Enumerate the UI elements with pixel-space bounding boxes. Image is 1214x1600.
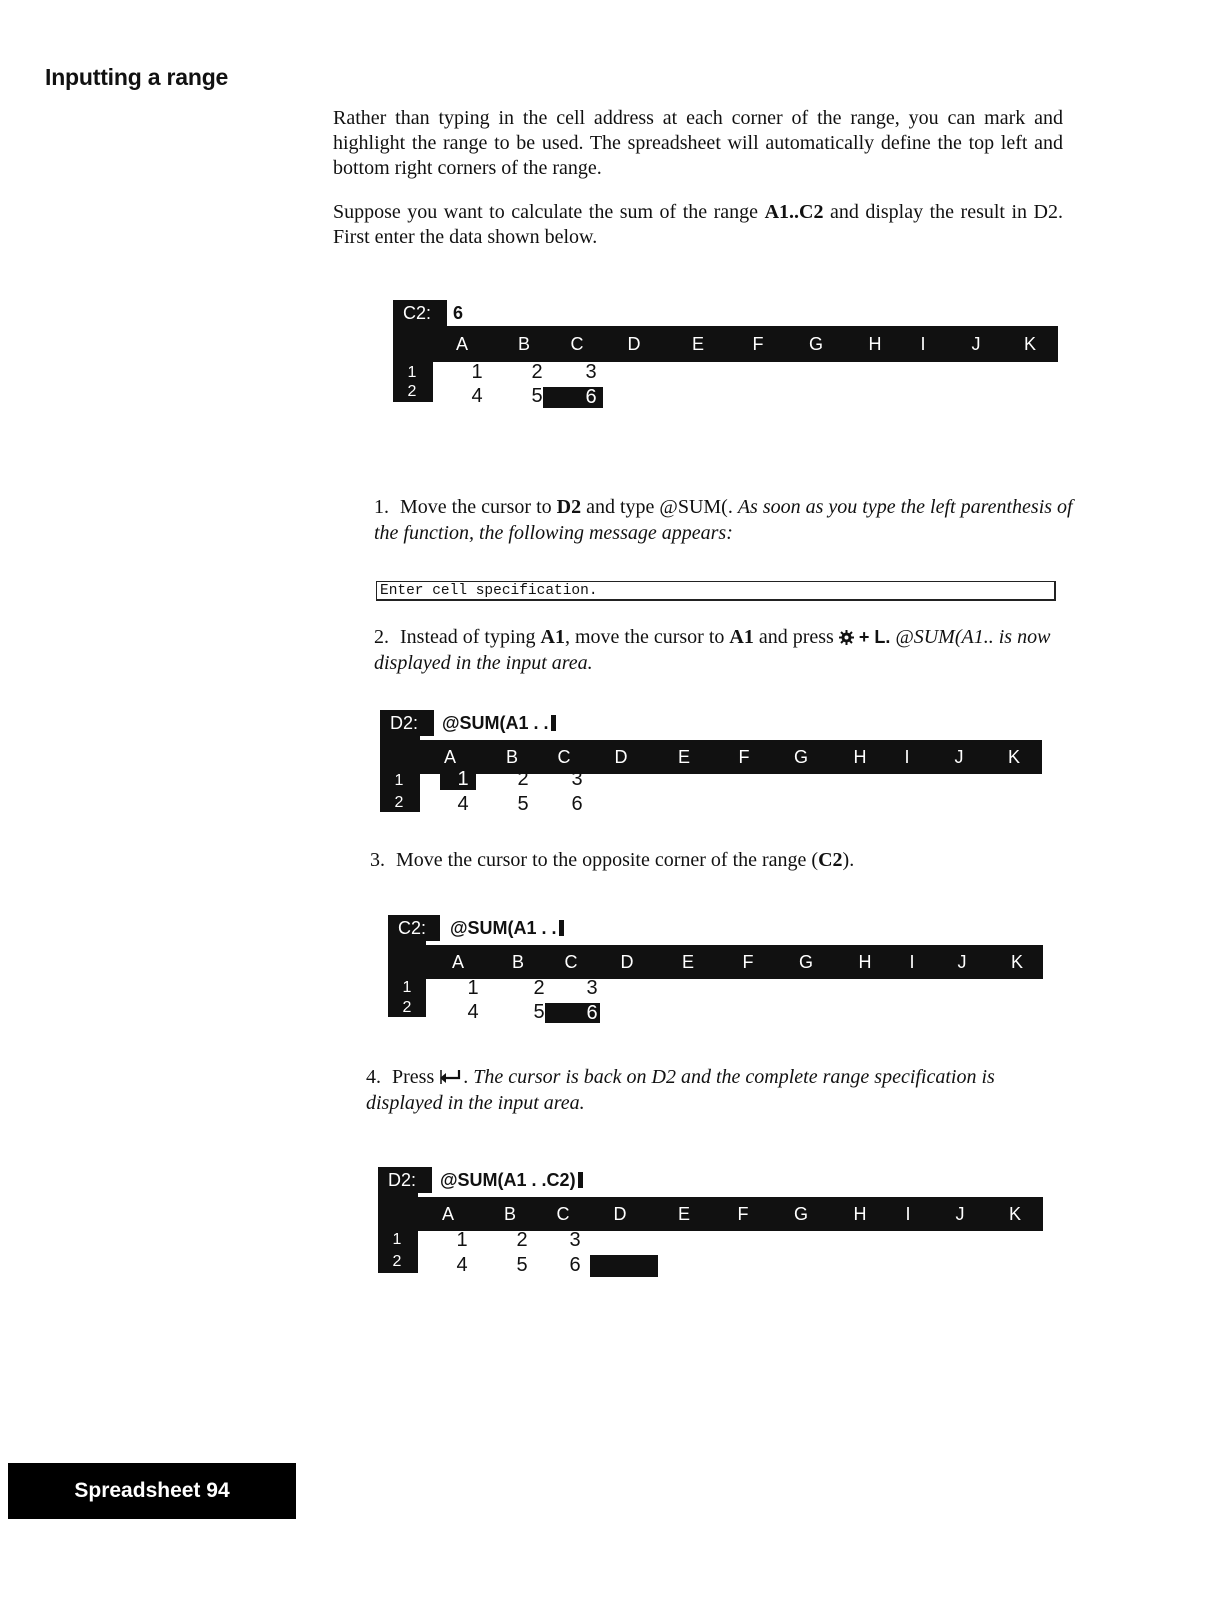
cell-a2: 4 bbox=[471, 385, 483, 407]
cell-a2: 4 bbox=[457, 793, 469, 815]
message-line: Enter cell specification. bbox=[376, 581, 1056, 601]
step-4: 4. Press . The cursor is back on D2 and the complete range specification is displayed in the input area. bbox=[366, 1066, 995, 1114]
column-header: H bbox=[853, 1204, 867, 1224]
input-area: @SUM(A1 . .C2) bbox=[440, 1167, 583, 1193]
column-header: A bbox=[443, 747, 456, 767]
cell-c2: 6 bbox=[569, 1254, 581, 1276]
column-header: G bbox=[793, 747, 808, 767]
spreadsheet-example-3 bbox=[388, 915, 1043, 1025]
column-header-bar bbox=[388, 945, 1043, 979]
row-header: 1 bbox=[402, 979, 412, 996]
cell-reference: C2: bbox=[393, 300, 447, 326]
cell-c1: 3 bbox=[585, 361, 597, 383]
column-header: K bbox=[1007, 747, 1020, 767]
row-header: 1 bbox=[407, 364, 417, 381]
column-header: H bbox=[868, 334, 882, 354]
column-header: A bbox=[451, 952, 464, 972]
column-header: J bbox=[971, 334, 981, 354]
column-header: A bbox=[455, 334, 468, 354]
cell-a1: 1 bbox=[457, 768, 469, 790]
cell-b1: 2 bbox=[533, 977, 545, 999]
column-header: K bbox=[1023, 334, 1036, 354]
row-header: 2 bbox=[407, 383, 417, 400]
column-header-bar bbox=[378, 1197, 1043, 1231]
cell-b2: 5 bbox=[533, 1001, 545, 1023]
cell-reference: C2: bbox=[388, 915, 440, 941]
cell-reference: D2: bbox=[380, 710, 434, 736]
column-header: H bbox=[858, 952, 872, 972]
cell-a1: 1 bbox=[467, 977, 479, 999]
cell-c2: 6 bbox=[585, 386, 597, 408]
column-header: G bbox=[793, 1204, 808, 1224]
cell-b1: 2 bbox=[531, 361, 543, 383]
column-header: E bbox=[677, 747, 690, 767]
column-header: C bbox=[570, 334, 584, 354]
column-header: G bbox=[808, 334, 823, 354]
column-header: A bbox=[441, 1204, 454, 1224]
row-header: 2 bbox=[392, 1253, 402, 1270]
column-header: I bbox=[904, 747, 910, 767]
column-header: I bbox=[905, 1204, 911, 1224]
cell-b2: 5 bbox=[531, 385, 543, 407]
row-header: 2 bbox=[394, 794, 404, 811]
cell-b1: 2 bbox=[516, 1229, 528, 1251]
cell-c2: 6 bbox=[571, 793, 583, 815]
row-header: 1 bbox=[392, 1231, 402, 1248]
cell-b2: 5 bbox=[516, 1254, 528, 1276]
cell-a1: 1 bbox=[471, 361, 483, 383]
column-header: F bbox=[738, 747, 750, 767]
column-header: E bbox=[677, 1204, 690, 1224]
cell-c1: 3 bbox=[586, 977, 598, 999]
intro-paragraph-1: Rather than typing in the cell address at each corner of the range, you can mark and highlight the range to be used. The spreadsheet will automatically define the top left and bottom right corners of the range. bbox=[333, 107, 1063, 179]
text-cursor bbox=[551, 715, 556, 731]
column-header: E bbox=[681, 952, 694, 972]
column-header: B bbox=[505, 747, 518, 767]
column-header: D bbox=[627, 334, 641, 354]
column-header: C bbox=[557, 747, 571, 767]
step-3: 3. Move the cursor to the opposite corner of the range (C2). bbox=[370, 849, 855, 871]
column-header: C bbox=[556, 1204, 570, 1224]
cell-a1: 1 bbox=[456, 1229, 468, 1251]
enter-key-icon bbox=[439, 1066, 463, 1082]
column-header: B bbox=[517, 334, 530, 354]
text-cursor bbox=[578, 1172, 583, 1188]
input-area: @SUM(A1 . . bbox=[450, 915, 564, 941]
cell-a2: 4 bbox=[467, 1001, 479, 1023]
column-header: F bbox=[752, 334, 764, 354]
cell-cursor-highlight bbox=[590, 1255, 658, 1277]
spreadsheet-example-4 bbox=[378, 1167, 1043, 1279]
column-header: J bbox=[955, 1204, 965, 1224]
intro-paragraph-2: Suppose you want to calculate the sum of the range A1..C2 and display the result in D2. First enter the data shown below. bbox=[333, 201, 1063, 248]
column-header: D bbox=[614, 747, 628, 767]
column-header: H bbox=[853, 747, 867, 767]
special-key-icon bbox=[839, 626, 854, 641]
section-heading: Inputting a range bbox=[45, 64, 229, 90]
page-footer: Spreadsheet 94 bbox=[8, 1463, 296, 1519]
row-header: 1 bbox=[394, 772, 404, 789]
column-header: K bbox=[1010, 952, 1023, 972]
column-header-bar bbox=[393, 326, 1058, 362]
row-header: 2 bbox=[402, 999, 412, 1016]
column-header: C bbox=[564, 952, 578, 972]
cell-b2: 5 bbox=[517, 793, 529, 815]
cell-reference: D2: bbox=[378, 1167, 432, 1193]
cell-a2: 4 bbox=[456, 1254, 468, 1276]
column-header: G bbox=[798, 952, 813, 972]
column-header: F bbox=[737, 1204, 749, 1224]
column-header: K bbox=[1008, 1204, 1021, 1224]
input-area: @SUM(A1 . . bbox=[442, 710, 556, 736]
column-header-bar bbox=[380, 740, 1042, 774]
column-header: B bbox=[511, 952, 524, 972]
column-header: F bbox=[742, 952, 754, 972]
step-1: 1. Move the cursor to D2 and type @SUM(. As soon as you type the left parenthesis of the function, the following message appears: bbox=[374, 496, 1073, 544]
column-header: D bbox=[620, 952, 634, 972]
column-header: I bbox=[920, 334, 926, 354]
column-header: D bbox=[613, 1204, 627, 1224]
text-cursor bbox=[559, 920, 564, 936]
spreadsheet-example-1 bbox=[393, 300, 1058, 410]
column-header: J bbox=[954, 747, 964, 767]
cell-c1: 3 bbox=[571, 768, 583, 790]
spreadsheet-example-2 bbox=[380, 710, 1042, 820]
step-2: 2. Instead of typing A1, move the cursor to A1 and press + L. @SUM(A1.. is now displayed in the input area. bbox=[374, 626, 1051, 674]
input-area: 6 bbox=[453, 303, 464, 323]
column-header: J bbox=[957, 952, 967, 972]
column-header: I bbox=[909, 952, 915, 972]
cell-b1: 2 bbox=[517, 768, 529, 790]
cell-c1: 3 bbox=[569, 1229, 581, 1251]
cell-c2: 6 bbox=[586, 1002, 598, 1024]
column-header: E bbox=[691, 334, 704, 354]
column-header: B bbox=[503, 1204, 516, 1224]
